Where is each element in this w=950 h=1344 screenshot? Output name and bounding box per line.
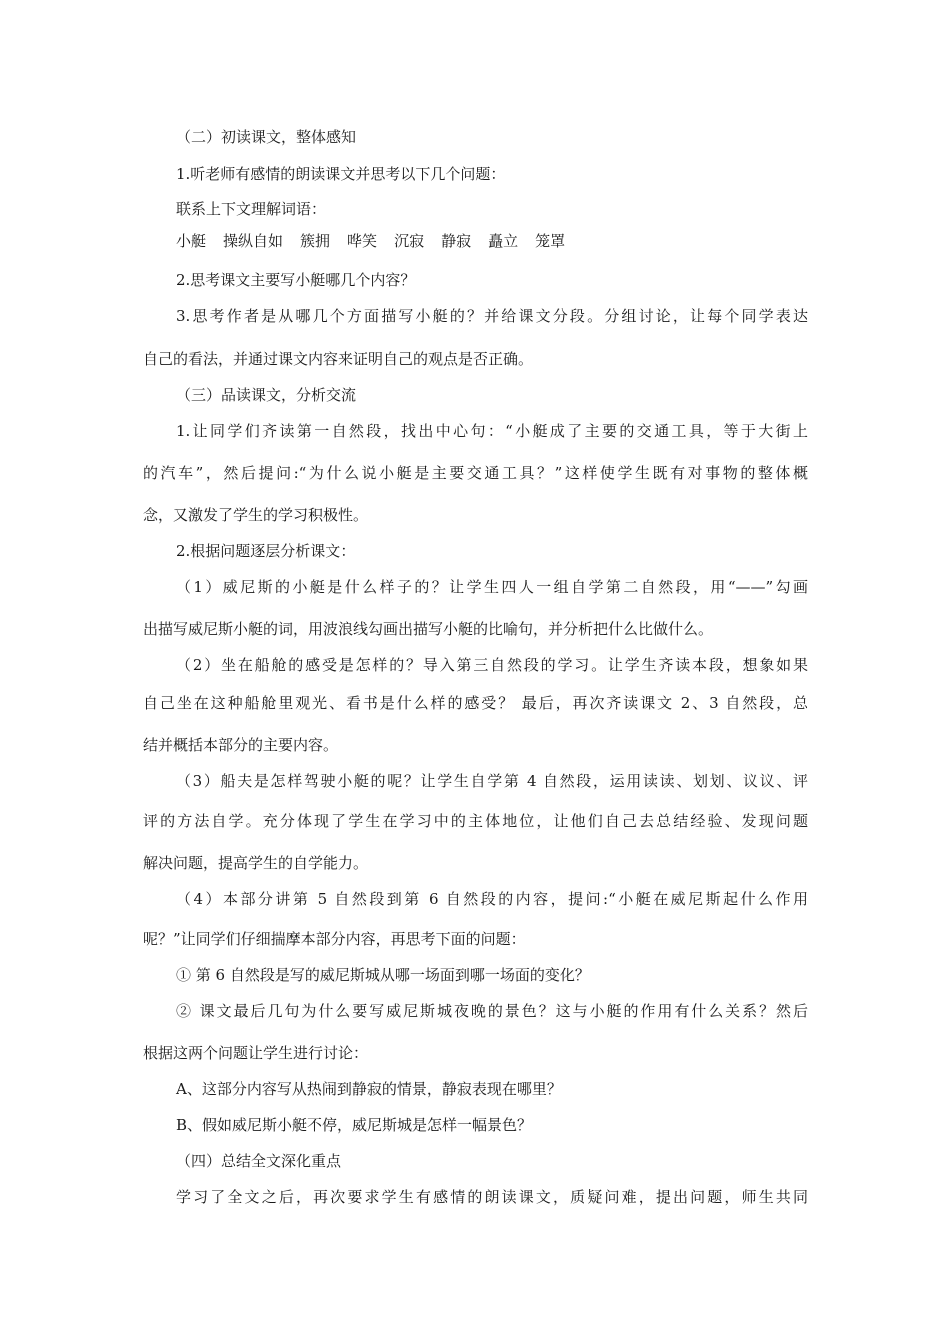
paragraph-line: （3）船夫是怎样驾驶小艇的呢？让学生自学第 4 自然段，运用读读、划划、议议、评 <box>176 772 808 790</box>
section-heading-2: （二）初读课文，整体感知 <box>176 128 357 146</box>
paragraph-line: （1）威尼斯的小艇是什么样子的？让学生四人一组自学第二自然段，用“——”勾画 <box>176 578 808 596</box>
paragraph-line: 1.让同学们齐读第一自然段，找出中心句：“小艇成了主要的交通工具，等于大街上 <box>176 422 808 440</box>
vocabulary-word: 簇拥 <box>300 232 331 250</box>
paragraph-line: 联系上下文理解词语： <box>176 200 327 218</box>
question-item-1: ① 第 6 自然段是写的威尼斯城从哪一场面到哪一场面的变化？ <box>176 966 590 984</box>
question-item-2: ② 课文最后几句为什么要写威尼斯城夜晚的景色？这与小艇的作用有什么关系？然后 <box>176 1002 808 1020</box>
vocabulary-word: 矗立 <box>488 232 519 250</box>
paragraph-line: 出描写威尼斯小艇的词，用波浪线勾画出描写小艇的比喻句，并分析把什么比做什么。 <box>143 620 714 638</box>
paragraph-line: 学习了全文之后，再次要求学生有感情的朗读课文，质疑问难，提出问题，师生共同 <box>176 1188 808 1206</box>
vocabulary-word: 沉寂 <box>394 232 425 250</box>
vocabulary-list <box>176 231 582 251</box>
paragraph-line: （4）本部分讲第 5 自然段到第 6 自然段的内容，提问:“小艇在威尼斯起什么作用 <box>176 890 808 908</box>
paragraph-line: 结并概括本部分的主要内容。 <box>143 736 339 754</box>
discussion-item-b: B、假如威尼斯小艇不停，威尼斯城是怎样一幅景色？ <box>176 1116 533 1134</box>
paragraph-line: 1.听老师有感情的朗读课文并思考以下几个问题： <box>176 165 506 183</box>
section-heading-4: （四）总结全文深化重点 <box>176 1152 342 1170</box>
paragraph-line: 呢？”让同学们仔细揣摩本部分内容，再思考下面的问题： <box>143 930 526 948</box>
paragraph-line: 2.根据问题逐层分析课文： <box>176 542 356 560</box>
paragraph-line: 根据这两个问题让学生进行讨论： <box>143 1044 369 1062</box>
paragraph-line: 自己的看法，并通过课文内容来证明自己的观点是否正确。 <box>143 350 534 368</box>
vocabulary-word: 哗笑 <box>347 232 378 250</box>
paragraph-line: 的汽车”，然后提问:“为什么说小艇是主要交通工具？”这样使学生既有对事物的整体概 <box>143 464 808 482</box>
vocabulary-word: 操纵自如 <box>223 232 284 250</box>
vocabulary-word: 静寂 <box>441 232 472 250</box>
vocabulary-word: 笼罩 <box>535 232 566 250</box>
paragraph-line: （2）坐在船舱的感受是怎样的？导入第三自然段的学习。让学生齐读本段，想象如果 <box>176 656 808 674</box>
paragraph-line: 2.思考课文主要写小艇哪几个内容？ <box>176 271 416 289</box>
paragraph-line: 念，又激发了学生的学习积极性。 <box>143 506 369 524</box>
paragraph-line: 3.思考作者是从哪几个方面描写小艇的？并给课文分段。分组讨论，让每个同学表达 <box>176 307 808 325</box>
paragraph-line: 评的方法自学。充分体现了学生在学习中的主体地位，让他们自己去总结经验、发现问题 <box>143 812 808 830</box>
vocabulary-word: 小艇 <box>176 232 207 250</box>
paragraph-line: 自己坐在这种船舱里观光、看书是什么样的感受？ 最后，再次齐读课文 2、3 自然段，总 <box>143 694 808 712</box>
discussion-item-a: A、这部分内容写从热闹到静寂的情景，静寂表现在哪里？ <box>176 1080 562 1098</box>
paragraph-line: 解决问题，提高学生的自学能力。 <box>143 854 369 872</box>
section-heading-3: （三）品读课文，分析交流 <box>176 386 357 404</box>
